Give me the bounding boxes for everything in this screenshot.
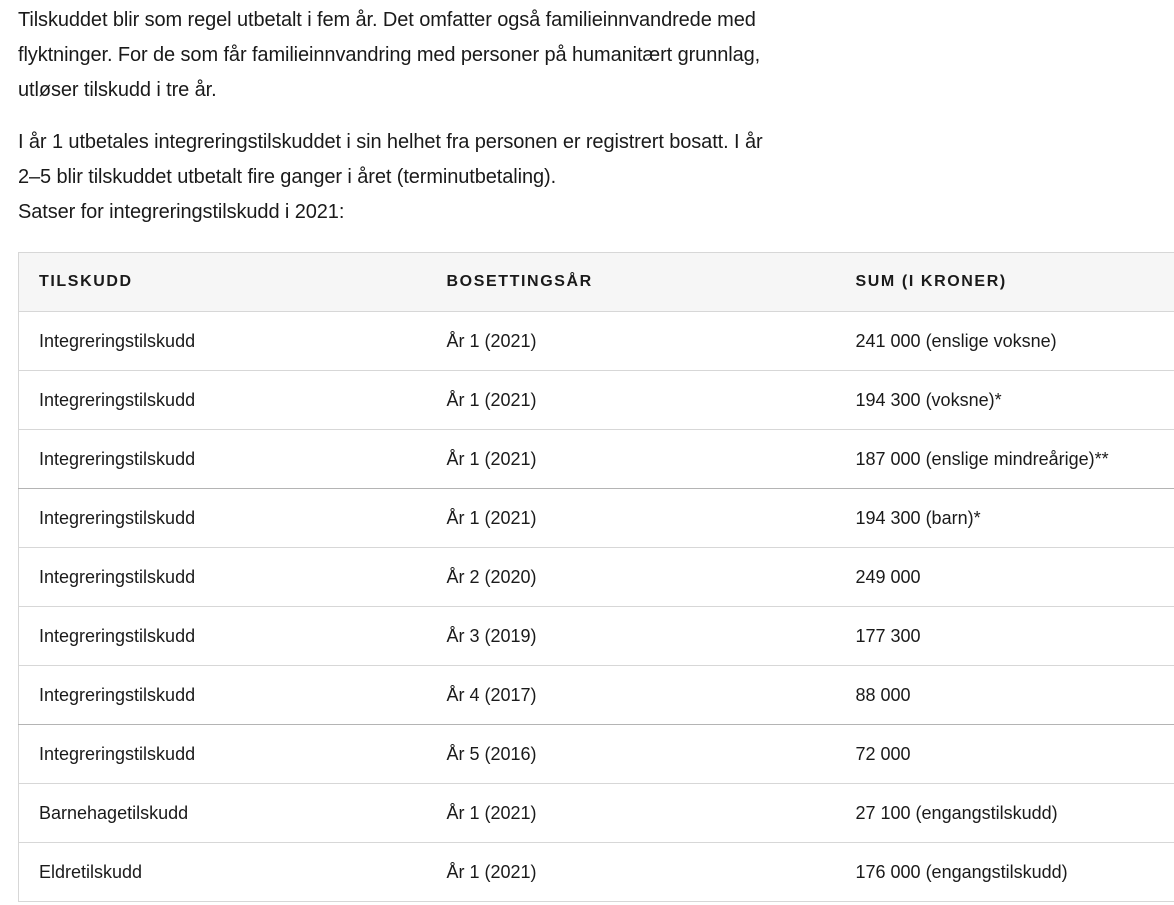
cell-sum: 187 000 (enslige mindreårige)** [836, 430, 1174, 489]
text-line: utløser tilskudd i tre år. [18, 79, 217, 101]
table-row [19, 312, 1174, 371]
cell-tilskudd: Integreringstilskudd [19, 312, 427, 371]
cell-bosettingsaar: År 3 (2019) [427, 607, 836, 666]
cell-tilskudd: Integreringstilskudd [19, 371, 427, 430]
table-caption: Satser for integreringstilskudd i 2021: [18, 201, 345, 223]
cell-tilskudd: Integreringstilskudd [19, 489, 427, 548]
cell-sum: 194 300 (voksne)* [836, 371, 1174, 430]
cell-bosettingsaar: År 1 (2021) [427, 489, 836, 548]
cell-bosettingsaar: År 1 (2021) [427, 312, 836, 371]
table-row [19, 666, 1174, 725]
cell-tilskudd: Integreringstilskudd [19, 725, 427, 784]
rates-table [18, 252, 1174, 902]
rates-table-wrapper [18, 252, 1174, 902]
cell-sum: 241 000 (enslige voksne) [836, 312, 1174, 371]
text-line: flyktninger. For de som får familieinnvandring med personer på humanitært grunnlag, [18, 44, 761, 66]
table-row [19, 784, 1174, 843]
intro-paragraph-1 [18, 0, 838, 108]
cell-sum: 177 300 [836, 607, 1174, 666]
cell-bosettingsaar: År 4 (2017) [427, 666, 836, 725]
header-tilskudd: TILSKUDD [19, 253, 427, 312]
cell-sum: 27 100 (engangstilskudd) [836, 784, 1174, 843]
cell-bosettingsaar: År 5 (2016) [427, 725, 836, 784]
cell-bosettingsaar: År 1 (2021) [427, 784, 836, 843]
table-row [19, 725, 1174, 784]
table-row [19, 548, 1174, 607]
text-line: Tilskuddet blir som regel utbetalt i fem år. Det omfatter også familieinnvandrede med [18, 9, 756, 31]
article-content [18, 0, 1174, 882]
table-header-row [19, 253, 1174, 312]
table-row [19, 843, 1174, 902]
cell-tilskudd: Integreringstilskudd [19, 666, 427, 725]
cell-sum: 249 000 [836, 548, 1174, 607]
cell-bosettingsaar: År 2 (2020) [427, 548, 836, 607]
table-row [19, 430, 1174, 489]
cell-sum: 176 000 (engangstilskudd) [836, 843, 1174, 902]
cell-sum: 72 000 [836, 725, 1174, 784]
cell-bosettingsaar: År 1 (2021) [427, 430, 836, 489]
text-line: 2–5 blir tilskuddet utbetalt fire ganger i året (terminutbetaling). [18, 166, 557, 188]
cell-tilskudd: Integreringstilskudd [19, 430, 427, 489]
header-sum: SUM (I KRONER) [836, 253, 1174, 312]
cell-tilskudd: Integreringstilskudd [19, 607, 427, 666]
table-row [19, 607, 1174, 666]
text-line: I år 1 utbetales integreringstilskuddet i sin helhet fra personen er registrert bosatt. I år [18, 131, 763, 153]
cell-tilskudd: Eldretilskudd [19, 843, 427, 902]
header-bosettingsaar: BOSETTINGSÅR [427, 253, 836, 312]
cell-tilskudd: Barnehagetilskudd [19, 784, 427, 843]
cell-tilskudd: Integreringstilskudd [19, 548, 427, 607]
cell-sum: 88 000 [836, 666, 1174, 725]
table-row [19, 371, 1174, 430]
table-row [19, 489, 1174, 548]
cell-bosettingsaar: År 1 (2021) [427, 843, 836, 902]
intro-paragraph-2 [18, 125, 838, 195]
cell-sum: 194 300 (barn)* [836, 489, 1174, 548]
cell-bosettingsaar: År 1 (2021) [427, 371, 836, 430]
